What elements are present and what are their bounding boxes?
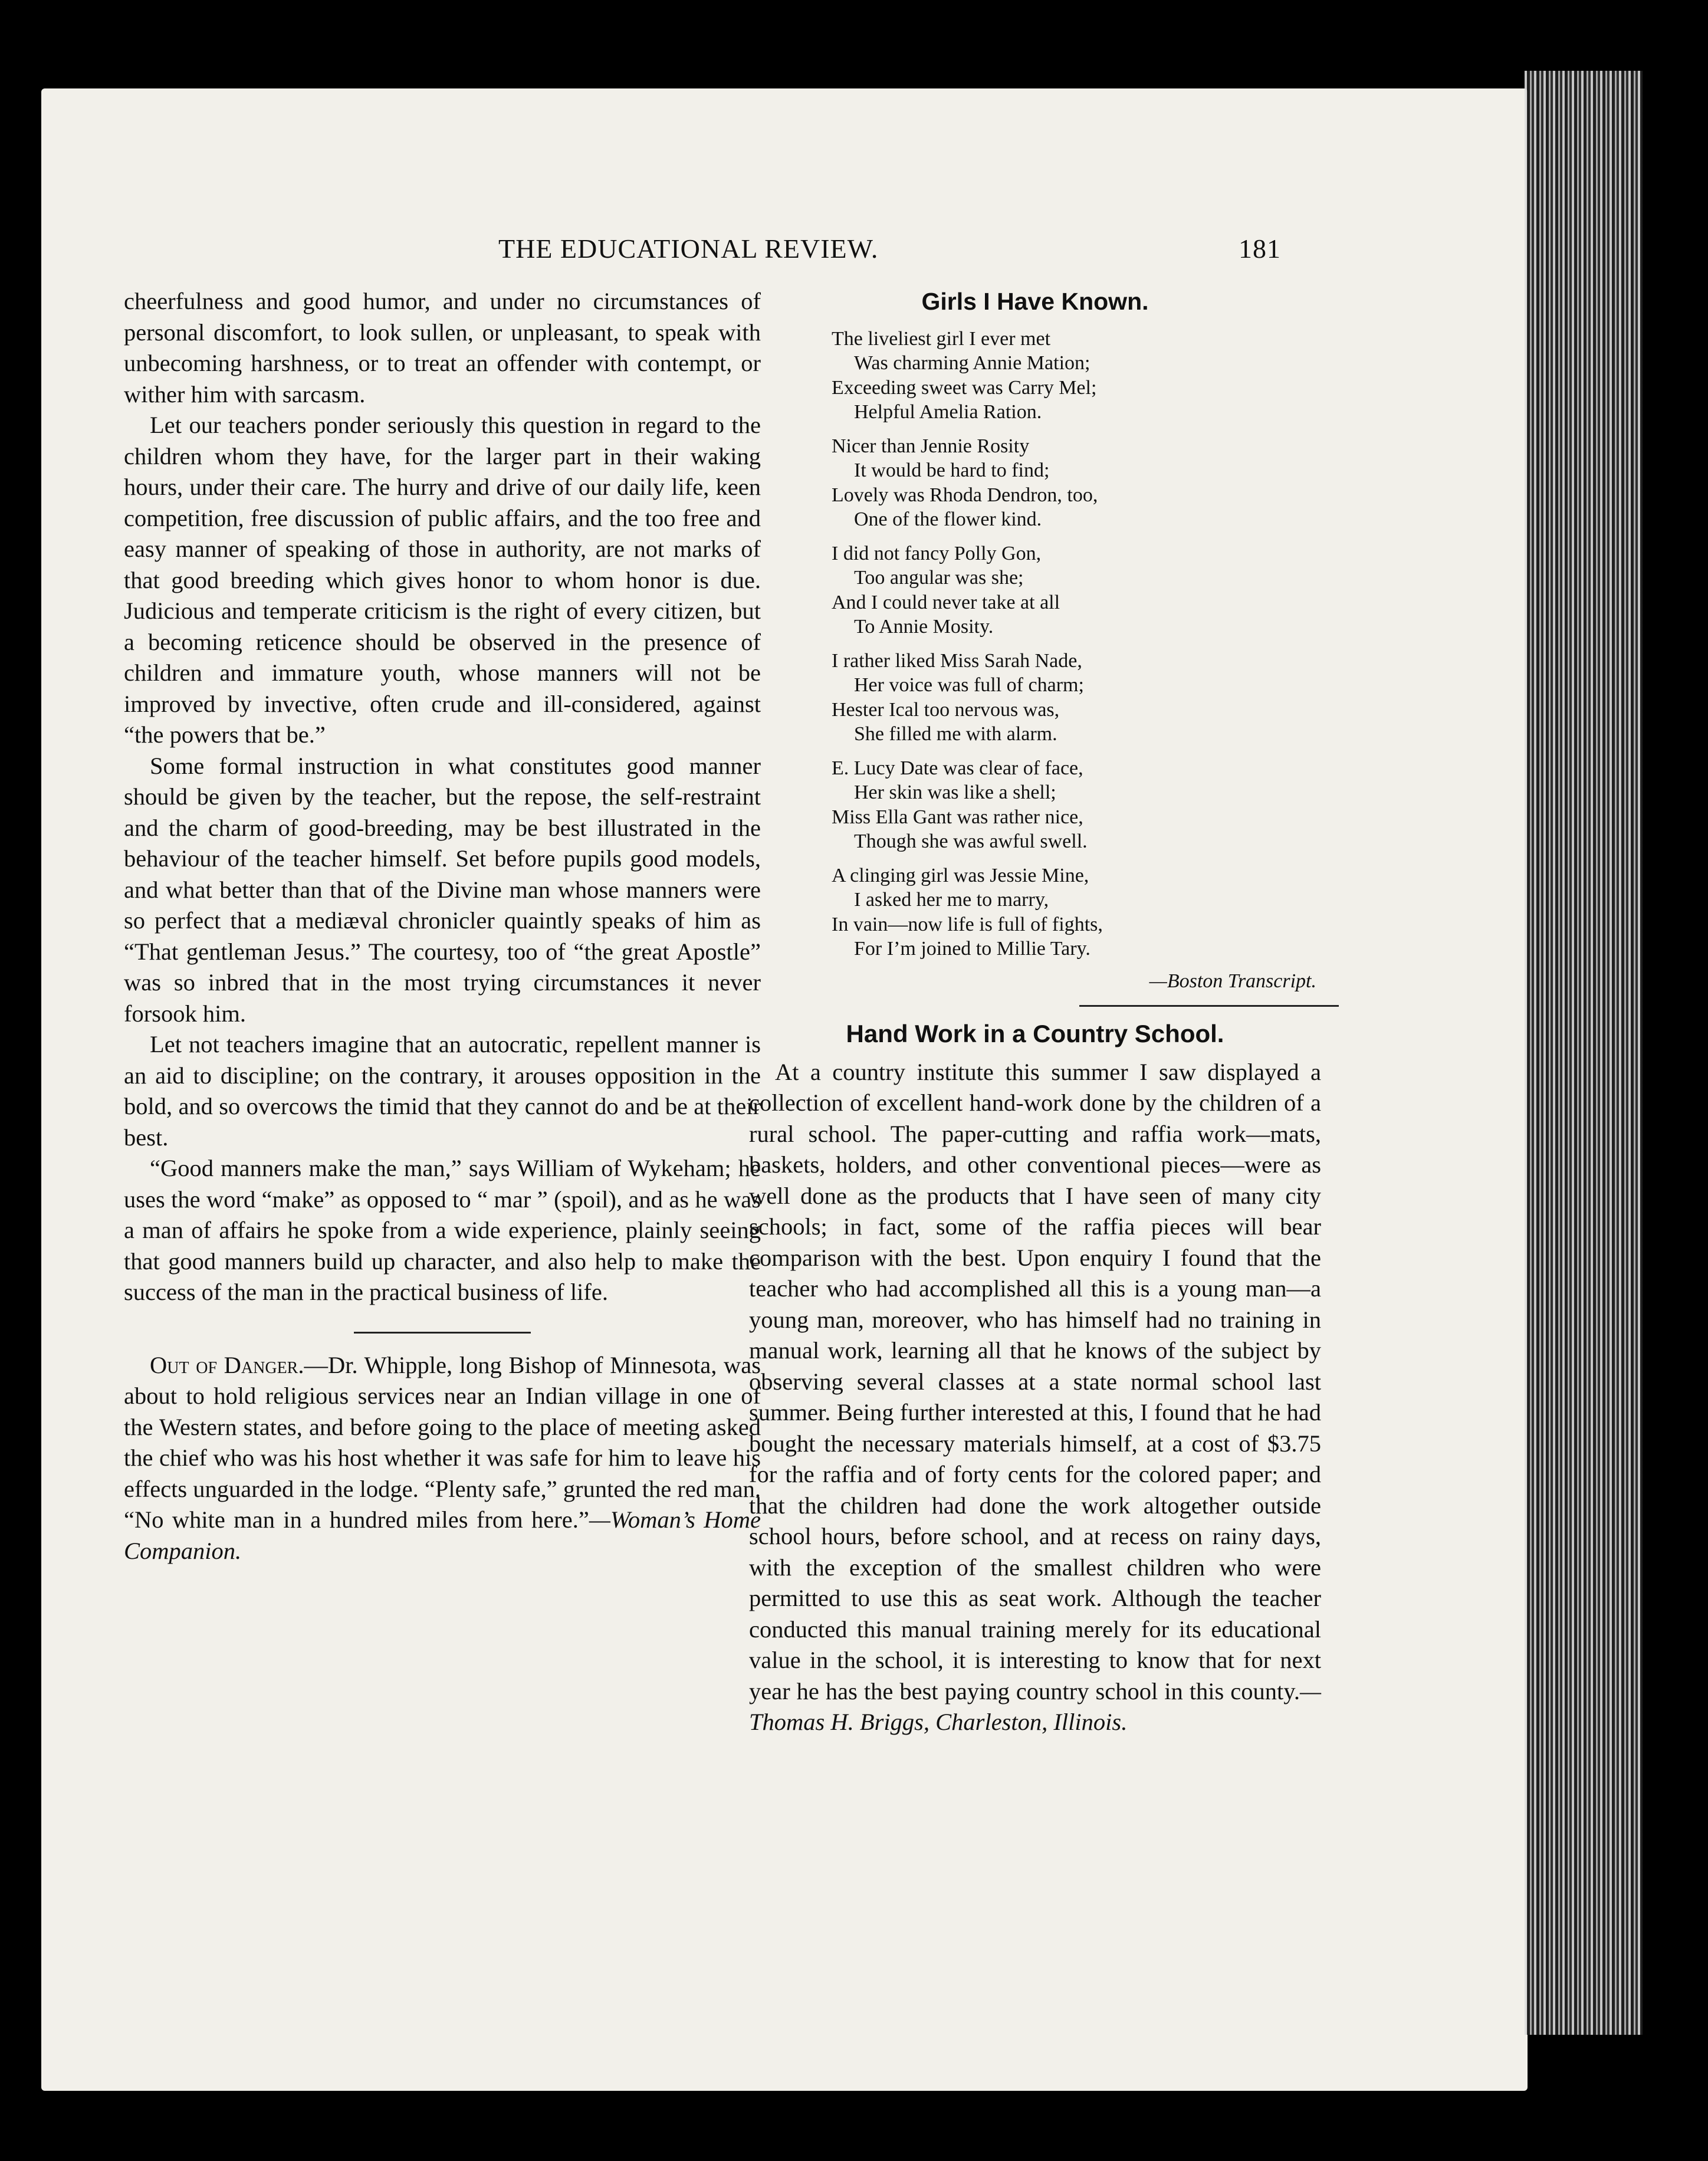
poem-line: I did not fancy Polly Gon, (832, 542, 1042, 564)
poem-line: To Annie Mosity. (854, 616, 994, 638)
poem-line: In vain—now life is full of fights, (832, 913, 1103, 935)
poem-line: E. Lucy Date was clear of face, (832, 757, 1083, 779)
anecdote-text: —Dr. Whipple, long Bishop of Minnesota, was about to hold religious services near an Indian village in one of the Western states, and before going to the place of meeting asked the chief who was his host whether it was safe for him to leave his effects unguarded in the lodge. “Plenty safe,” grunted the red man. “No white man in a hundred miles from here.” (124, 1351, 761, 1533)
poem-line: A clinging girl was Jessie Mine, (832, 864, 1089, 886)
page-number: 181 (1239, 234, 1281, 264)
poem-line: Was charming Annie Mation; (854, 352, 1091, 374)
poem-line: One of the flower kind. (854, 508, 1042, 530)
poem-credit: —Boston Transcript. (1149, 970, 1316, 992)
poem-line: Nicer than Jennie Rosity (832, 435, 1030, 457)
article-source: —Thomas H. Briggs, Charleston, Illinois. (749, 1677, 1321, 1735)
poem-line: I asked her me to marry, (854, 889, 1049, 911)
poem-line: Lovely was Rhoda Dendron, too, (832, 484, 1098, 506)
poem-line: She filled me with alarm. (854, 723, 1057, 745)
poem-stanza (832, 434, 1321, 532)
anecdote-paragraph (124, 1350, 761, 1567)
poem-line: Her voice was full of charm; (854, 674, 1084, 696)
paragraph-2: Let our teachers ponder seriously this question in regard to the children whom they have, for the larger part in their waking hours, under their care. The hurry and drive of our daily life, keen competition, free discussion of public affairs, and the too free and easy manner of speaking of those in authority, are not marks of that good breeding which gives honor to whom honor is due. Judicious and temperate criticism is the right of every citizen, but a becoming reticence should be observed in the presence of children and immature youth, whose manners will not be improved by invective, often crude and ill-considered, against “the powers that be.” (124, 412, 761, 748)
poem-divider (1079, 1005, 1339, 1007)
article-title: Hand Work in a Country School. (846, 1020, 1224, 1047)
poem-line: Too angular was she; (854, 567, 1024, 589)
poem-line: It would be hard to find; (854, 459, 1050, 481)
poem (749, 327, 1321, 961)
poem-line: And I could never take at all (832, 591, 1060, 613)
paragraph-5: “Good manners make the man,” says William of Wykeham; he uses the word “make” as opposed to “ mar ” (spoil), and as he was a man of affairs he spoke from a wide experience, plainly seeing that good manners build up character, and also help to make the success of the man in the practical business of life. (124, 1155, 761, 1305)
poem-stanza (832, 649, 1321, 747)
poem-line: Hester Ical too nervous was, (832, 698, 1060, 721)
journal-title: THE EDUCATIONAL REVIEW. (498, 234, 879, 264)
poem-line: Exceeding sweet was Carry Mel; (832, 376, 1097, 399)
poem-line: Though she was awful swell. (854, 830, 1088, 852)
poem-line: Her skin was like a shell; (854, 781, 1056, 803)
poem-line: I rather liked Miss Sarah Nade, (832, 649, 1082, 672)
left-column (124, 286, 761, 1566)
anecdote-lead: Out of Danger. (150, 1351, 304, 1378)
poem-line: The liveliest girl I ever met (832, 327, 1051, 350)
poem-line: Miss Ella Gant was rather nice, (832, 806, 1083, 828)
paragraph-1: cheerfulness and good humor, and under no circumstances of personal discomfort, to look sullen, or unpleasant, to speak with unbecoming harshness, or to treat an offender with contempt, or wither him with sarcasm. (124, 288, 761, 408)
article-paragraph (749, 1057, 1321, 1738)
anecdote-source: —Woman’s Home Companion. (124, 1506, 761, 1564)
poem-line: Helpful Amelia Ration. (854, 401, 1042, 423)
poem-stanza (832, 756, 1321, 854)
poem-line: For I’m joined to Millie Tary. (854, 938, 1091, 960)
poem-stanza (832, 327, 1321, 425)
poem-stanza (832, 541, 1321, 639)
section-divider (354, 1332, 531, 1334)
paragraph-4: Let not teachers imagine that an autocratic, repellent manner is an aid to discipline; on the contrary, it arouses opposition in the bold, and so overcows the timid that they cannot do and be at their best. (124, 1031, 761, 1151)
poem-stanza (832, 863, 1321, 961)
book-page-edges (1525, 71, 1643, 2035)
paragraph-3: Some formal instruction in what constitutes good manner should be given by the teacher, but the repose, the self-restraint and the charm of good-breeding, may be best illustrated in the behaviour of the teacher himself. Set before pupils good models, and what better than that of the Divine man whose manners were so perfect that a mediæval chronicler quaintly speaks of him as “That gentleman Jesus.” The courtesy, too of “the great Apostle” was so inbred that in the most trying circumstances it never forsook him. (124, 752, 761, 1027)
article-text: At a country institute this summer I saw displayed a collection of excellent hand-work done by the children of a rural school. The paper-cutting and raffia work—mats, baskets, holders, and other conventional pieces—were as well done as the products that I have seen of many city schools; in fact, some of the raffia pieces will bear comparison with the best. Upon enquiry I found that the teacher who had accomplished all this is a young man—a young man, moreover, who has himself had no training in manual work, learning all that he knows of the subject by observing several classes at a state normal school last summer. Being further interested at this, I found that he had bought the necessary materials himself, at a cost of $3.75 for the raffia and of forty cents for the colored paper; and that the children had done the work altogether outside school hours, before school, and at recess on rainy days, with the exception of the smallest children who were permitted to use this as seat work. Although the teacher conducted this manual training merely for its educational value in the school, it is interesting to know that for next year he has the best paying country school in this county. (749, 1058, 1321, 1705)
poem-title: Girls I Have Known. (921, 288, 1149, 315)
right-column (749, 286, 1321, 1738)
